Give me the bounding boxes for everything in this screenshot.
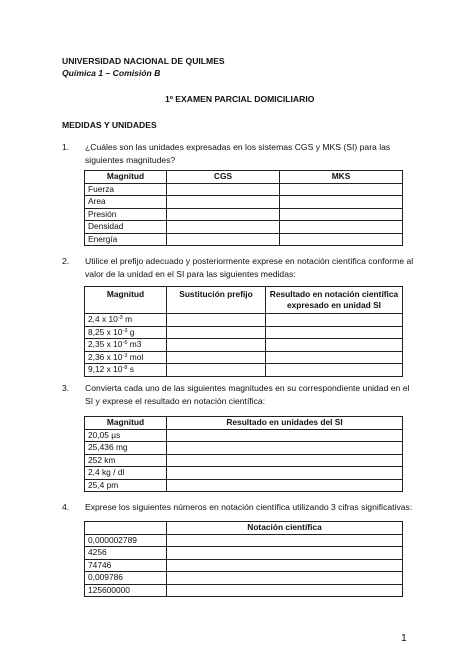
table-row (85, 351, 403, 364)
table-row (85, 572, 403, 585)
column-header: Magnitud (85, 287, 167, 314)
table-row (85, 534, 403, 547)
table-header-row (85, 287, 403, 314)
answer-cell[interactable] (167, 429, 403, 442)
table-header-row (85, 417, 403, 430)
magnitude-cell: Densidad (85, 221, 167, 234)
table-row (85, 326, 403, 339)
column-header: CGS (167, 171, 280, 184)
table-header-row (85, 522, 403, 535)
question-text: Convierta cada uno de las siguientes magnitudes en su correspondiente unidad en el SI y exprese el resultado en notación científica: (85, 383, 410, 406)
number-cell: 125600000 (85, 584, 167, 597)
column-header: Magnitud (85, 171, 167, 184)
table-row (85, 208, 403, 221)
answer-cell[interactable] (167, 183, 280, 196)
question-number: 4. (62, 502, 70, 512)
measure-cell: 2,4 x $10^{-3}$ m (85, 314, 167, 327)
table-row (85, 196, 403, 209)
answer-cell[interactable] (167, 534, 403, 547)
magnitude-cell: 2,4 kg / dl (85, 467, 167, 480)
answer-cell[interactable] (280, 221, 403, 234)
number-cell: 0,000002789 (85, 534, 167, 547)
magnitude-cell: 20,05 µs (85, 429, 167, 442)
measure-cell: 9,12 x $10^{-8}$ s (85, 364, 167, 377)
university-name: UNIVERSIDAD NACIONAL DE QUILMES (62, 56, 225, 66)
section-title: MEDIDAS Y UNIDADES (62, 120, 157, 130)
question-number: 3. (62, 383, 70, 393)
magnitude-cell: Presión (85, 208, 167, 221)
answer-cell[interactable] (167, 572, 403, 585)
answer-cell[interactable] (167, 584, 403, 597)
question-text: Utilice el prefijo adecuado y posteriormente exprese en notación científica conforme al valor de la unidad en el SI para las siguientes medidas: (85, 256, 414, 279)
answer-cell[interactable] (167, 479, 403, 492)
table-row (85, 442, 403, 455)
column-header: Magnitud (85, 417, 167, 430)
number-cell: 4256 (85, 547, 167, 560)
measure-cell: 2,35 x $10^{-6}$ m3 (85, 339, 167, 352)
column-header: Sustitución prefijo (167, 287, 266, 314)
table-row (85, 429, 403, 442)
table-row (85, 467, 403, 480)
table-si-conversion (84, 416, 403, 492)
course-name: Química 1 – Comisión B (62, 68, 161, 78)
magnitude-cell: 25,436 mg (85, 442, 167, 455)
column-header: Notación científica (167, 522, 403, 535)
table-row (85, 479, 403, 492)
table-row (85, 339, 403, 352)
table-prefixes (84, 286, 403, 377)
magnitude-cell: 252 km (85, 454, 167, 467)
answer-cell[interactable] (167, 326, 266, 339)
answer-cell[interactable] (167, 364, 266, 377)
table-row (85, 584, 403, 597)
answer-cell[interactable] (167, 467, 403, 480)
table-row (85, 314, 403, 327)
question-number: 1. (62, 142, 70, 152)
question-text: Exprese los siguientes números en notación científica utilizando 3 cifras significativas: (85, 502, 413, 512)
number-cell: 74746 (85, 559, 167, 572)
measure-cell: 2,36 x $10^{-3}$ mol (85, 351, 167, 364)
table-row (85, 547, 403, 560)
answer-cell[interactable] (266, 326, 403, 339)
answer-cell[interactable] (167, 547, 403, 560)
table-row (85, 233, 403, 246)
answer-cell[interactable] (266, 339, 403, 352)
answer-cell[interactable] (280, 183, 403, 196)
page-number: 1 (401, 632, 407, 644)
question-text: ¿Cuáles son las unidades expresadas en los sistemas CGS y MKS (SI) para las siguientes magnitudes? (85, 142, 391, 165)
answer-cell[interactable] (266, 364, 403, 377)
column-header: Resultado en unidades del SI (167, 417, 403, 430)
magnitude-cell: Area (85, 196, 167, 209)
answer-cell[interactable] (280, 233, 403, 246)
exam-title: 1º EXAMEN PARCIAL DOMICILIARIO (165, 94, 315, 104)
answer-cell[interactable] (266, 351, 403, 364)
answer-cell[interactable] (167, 351, 266, 364)
answer-cell[interactable] (280, 196, 403, 209)
answer-cell[interactable] (167, 314, 266, 327)
column-header: Resultado en notación científica expresado en unidad SI (266, 287, 403, 314)
answer-cell[interactable] (167, 233, 280, 246)
magnitude-cell: 25,4 pm (85, 479, 167, 492)
question-number: 2. (62, 256, 70, 266)
magnitude-cell: Energía (85, 233, 167, 246)
answer-cell[interactable] (167, 196, 280, 209)
table-row (85, 221, 403, 234)
column-header: MKS (280, 171, 403, 184)
table-scientific-notation (84, 521, 403, 597)
answer-cell[interactable] (167, 442, 403, 455)
answer-cell[interactable] (280, 208, 403, 221)
answer-cell[interactable] (167, 454, 403, 467)
answer-cell[interactable] (167, 208, 280, 221)
answer-cell[interactable] (167, 559, 403, 572)
answer-cell[interactable] (266, 314, 403, 327)
table-row (85, 454, 403, 467)
magnitude-cell: Fuerza (85, 183, 167, 196)
column-header (85, 522, 167, 535)
table-row (85, 183, 403, 196)
table-header-row (85, 171, 403, 184)
table-units (84, 170, 403, 246)
measure-cell: 8,25 x $10^{-3}$ g (85, 326, 167, 339)
table-row (85, 364, 403, 377)
table-row (85, 559, 403, 572)
answer-cell[interactable] (167, 221, 280, 234)
number-cell: 0,009786 (85, 572, 167, 585)
answer-cell[interactable] (167, 339, 266, 352)
